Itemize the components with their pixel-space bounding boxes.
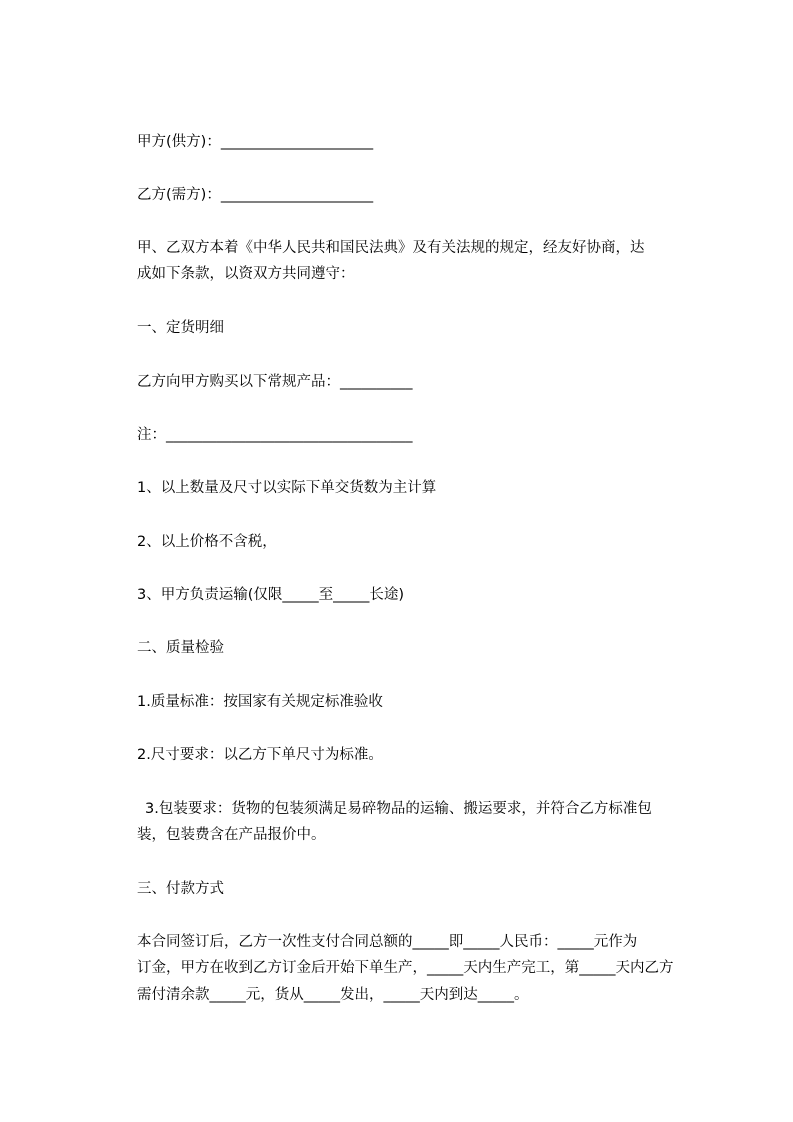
item-2: 2、以上价格不含税， [137, 534, 277, 550]
section-2-title: 二、质量检验 [137, 640, 224, 656]
payment-line-2: 订金，甲方在收到乙方订金后开始下单生产，_____天内生产完工，第_____天内乙方 [137, 960, 674, 976]
intro-paragraph-line-2: 成如下条款，以资双方共同遵守： [137, 266, 355, 282]
packaging-requirement-line-2: 装，包装费含在产品报价中。 [137, 827, 326, 843]
packaging-requirement-line-1: 3.包装要求：货物的包装须满足易碎物品的运输、搬运要求，并符合乙方标准包 [145, 801, 652, 817]
section-3-title: 三、付款方式 [137, 881, 224, 897]
payment-line-1: 本合同签订后，乙方一次性支付合同总额的_____即_____人民币：_____元作为 [137, 934, 638, 950]
quality-standard: 1.质量标准：按国家有关规定标准验收 [137, 694, 383, 710]
item-3: 3、甲方负责运输(仅限_____至_____长途) [137, 587, 405, 603]
party-b-line: 乙方(需方)：_____________________ [137, 187, 374, 203]
intro-paragraph-line-1: 甲、乙双方本着《中华人民共和国民法典》及有关法规的规定，经友好协商，达 [137, 240, 645, 256]
item-1: 1、以上数量及尺寸以实际下单交货数为主计算 [137, 480, 437, 496]
party-a-line: 甲方(供方)：_____________________ [137, 134, 374, 150]
purchase-line: 乙方向甲方购买以下常规产品：__________ [137, 374, 413, 390]
section-1-title: 一、定货明细 [137, 320, 224, 336]
note-line: 注：__________________________________ [137, 427, 413, 443]
size-requirement: 2.尺寸要求：以乙方下单尺寸为标准。 [137, 747, 383, 763]
payment-line-3: 需付清余款_____元，货从_____发出，_____天内到达_____。 [137, 987, 529, 1003]
